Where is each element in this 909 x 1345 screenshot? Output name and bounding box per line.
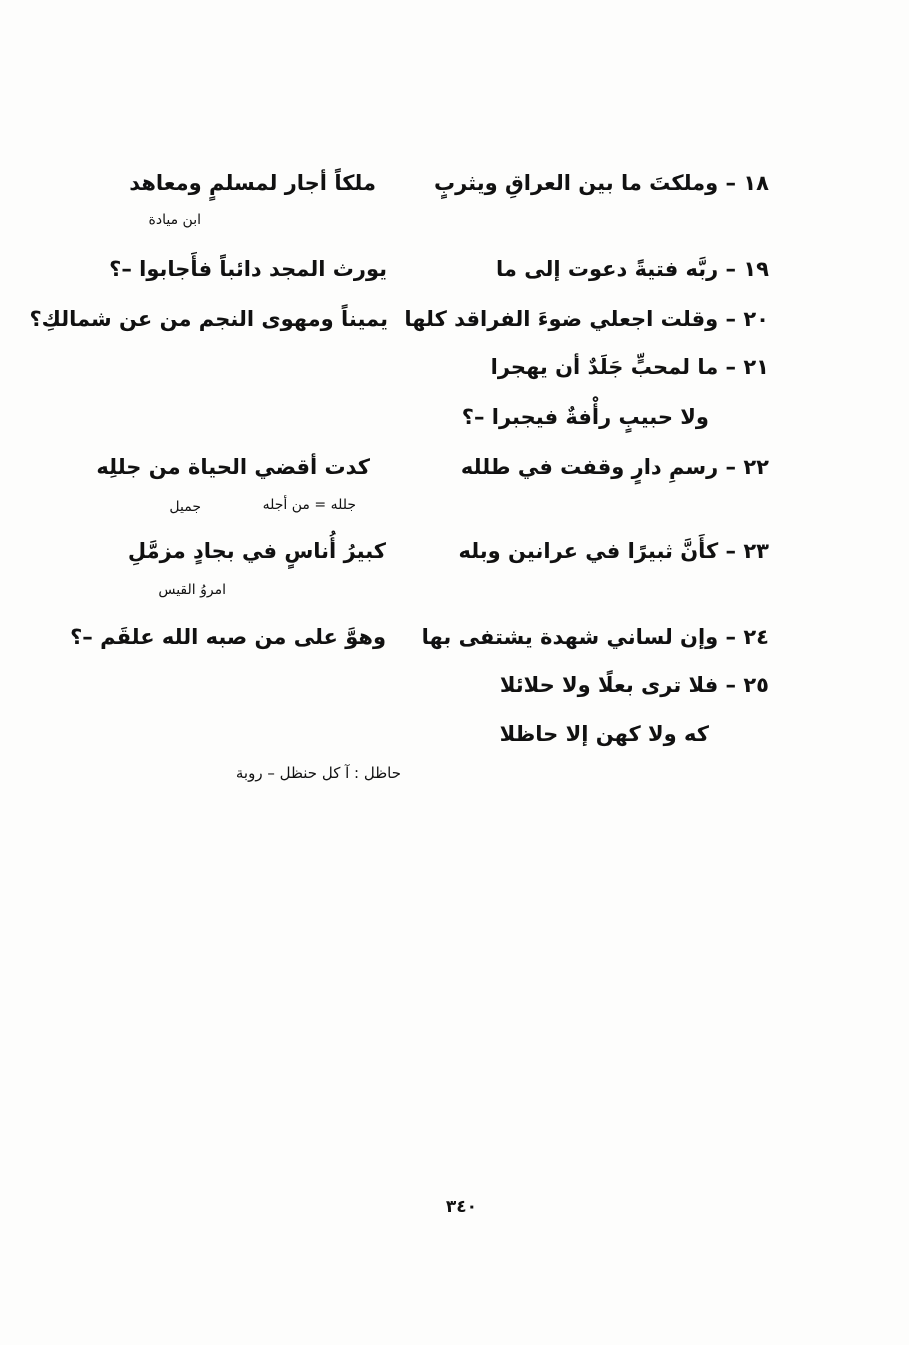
verse-19-second-hemistich: يورث المجد دائباً فأَجابوا –؟ xyxy=(109,257,387,281)
verse-23-first-hemistich: ٢٣ – كأَنَّ ثبيرًا في عرانين وبله xyxy=(458,539,769,563)
verse-24-first-hemistich: ٢٤ – وإن لساني شهدة يشتفى بها xyxy=(421,625,769,649)
verse-18-first-hemistich: ١٨ – وملكتَ ما بين العراقِ ويثربٍ xyxy=(434,171,769,195)
verse-25-first-hemistich: ٢٥ – فلا ترى بعلًا ولا حلائلا xyxy=(499,673,769,697)
verse-23-second-hemistich: كبيرُ أُناسٍ في بجادٍ مزمَّلِ xyxy=(127,539,386,563)
verse-20-first-hemistich: ٢٠ – وقلت اجعلي ضوءَ الفراقد كلها xyxy=(404,307,769,331)
verse-21-second-hemistich: ولا حبيبٍ رأْفةٌ فيجبرا –؟ xyxy=(461,405,709,429)
verse-19-first-hemistich: ١٩ – ربَّه فتيةً دعوت إلى ما xyxy=(496,257,769,281)
verse-22-second-hemistich: كدت أقضي الحياة من جللِه xyxy=(96,455,370,479)
verse-24-second-hemistich: وهوَّ على من صبه الله علقَم –؟ xyxy=(70,625,386,649)
verse-18-attribution: ابن ميادة xyxy=(148,212,201,228)
page-number: ٣٤٠ xyxy=(445,1197,477,1217)
footnote: حاظل : آ كل حنظل – روبة xyxy=(235,764,401,782)
verse-21-first-hemistich: ٢١ – ما لمحبٍّ جَلَدٌ أن يهجرا xyxy=(490,355,769,379)
verse-22-first-hemistich: ٢٢ – رسمِ دارٍ وقفت في طلله xyxy=(460,455,769,479)
verse-20-second-hemistich: يميناً ومهوى النجم من عن شمالكِ؟ xyxy=(29,307,388,331)
verse-22-gloss-note: جلله = من أجله xyxy=(262,497,356,513)
verse-22-attribution: جميل xyxy=(169,499,201,515)
verse-25-second-hemistich: كه ولا كهن إلا حاظلا xyxy=(499,722,709,746)
verse-18-second-hemistich: ملكاً أجار لمسلمٍ ومعاهد xyxy=(129,171,376,195)
verse-23-attribution: امروُ القيس xyxy=(158,582,226,598)
